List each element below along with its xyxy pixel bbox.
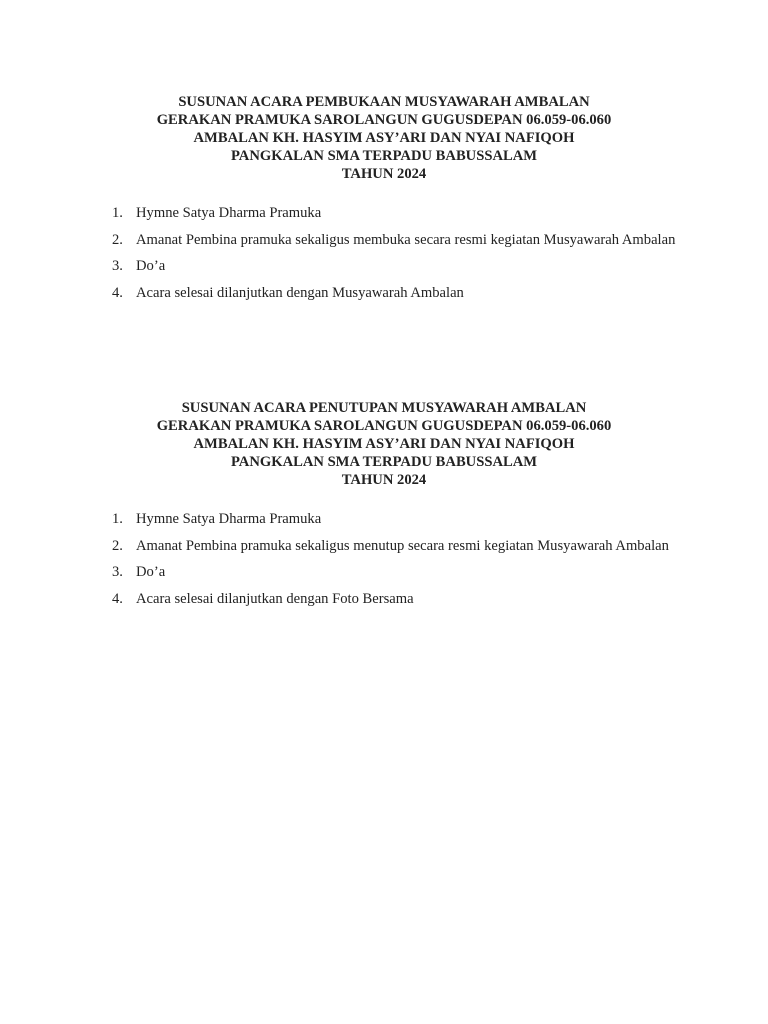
list-item-text: Acara selesai dilanjutkan dengan Musyawarah Ambalan: [136, 284, 464, 301]
list-item-text: Hymne Satya Dharma Pramuka: [136, 205, 322, 221]
closing-heading-line-3: AMBALAN KH. HASYIM ASY’ARI DAN NYAI NAFIQOH: [193, 436, 575, 452]
closing-heading-line-4: PANGKALAN SMA TERPADU BABUSSALAM: [230, 454, 538, 470]
list-item: [112, 280, 677, 307]
list-item-number: 4.: [112, 590, 123, 607]
closing-heading-line-5: TAHUN 2024: [341, 472, 427, 488]
closing-heading-line-1: SUSUNAN ACARA PENUTUPAN MUSYAWARAH AMBALAN: [181, 400, 587, 416]
closing-section: [0, 399, 768, 607]
list-item-text: Acara selesai dilanjutkan dengan Foto Bersama: [136, 590, 414, 607]
list-item: [112, 200, 677, 227]
list-item: [112, 533, 677, 560]
list-item-text: Amanat Pembina pramuka sekaligus menutup secara resmi kegiatan Musyawarah Ambalan: [136, 537, 669, 554]
opening-heading-line-1: SUSUNAN ACARA PEMBUKAAN MUSYAWARAH AMBALAN: [178, 94, 590, 110]
opening-heading: [0, 93, 768, 183]
list-item-number: 1.: [112, 511, 123, 527]
opening-heading-line-3: AMBALAN KH. HASYIM ASY’ARI DAN NYAI NAFIQOH: [193, 130, 575, 146]
list-item-number: 4.: [112, 284, 123, 301]
list-item-text: Hymne Satya Dharma Pramuka: [136, 511, 322, 527]
list-item: [112, 559, 677, 586]
list-item: [112, 253, 677, 280]
opening-agenda-list: [112, 200, 677, 306]
closing-heading: [0, 399, 768, 489]
closing-heading-line-2: GERAKAN PRAMUKA SAROLANGUN GUGUSDEPAN 06.059-06.060: [156, 418, 612, 434]
list-item-text: Do’a: [136, 258, 166, 275]
opening-section: [0, 93, 768, 301]
list-item-text: Amanat Pembina pramuka sekaligus membuka secara resmi kegiatan Musyawarah Ambalan: [136, 231, 676, 248]
opening-heading-line-5: TAHUN 2024: [341, 166, 427, 182]
list-item: [112, 506, 677, 533]
list-item-number: 2.: [112, 537, 123, 554]
list-item-number: 1.: [112, 205, 123, 221]
list-item: [112, 586, 677, 613]
opening-heading-line-2: GERAKAN PRAMUKA SAROLANGUN GUGUSDEPAN 06.059-06.060: [156, 112, 612, 128]
closing-agenda-list: [112, 506, 677, 612]
list-item-text: Do’a: [136, 564, 166, 581]
list-item-number: 2.: [112, 231, 123, 248]
list-item: [112, 227, 677, 254]
list-item-number: 3.: [112, 564, 123, 581]
list-item-number: 3.: [112, 258, 123, 275]
opening-heading-line-4: PANGKALAN SMA TERPADU BABUSSALAM: [230, 148, 538, 164]
